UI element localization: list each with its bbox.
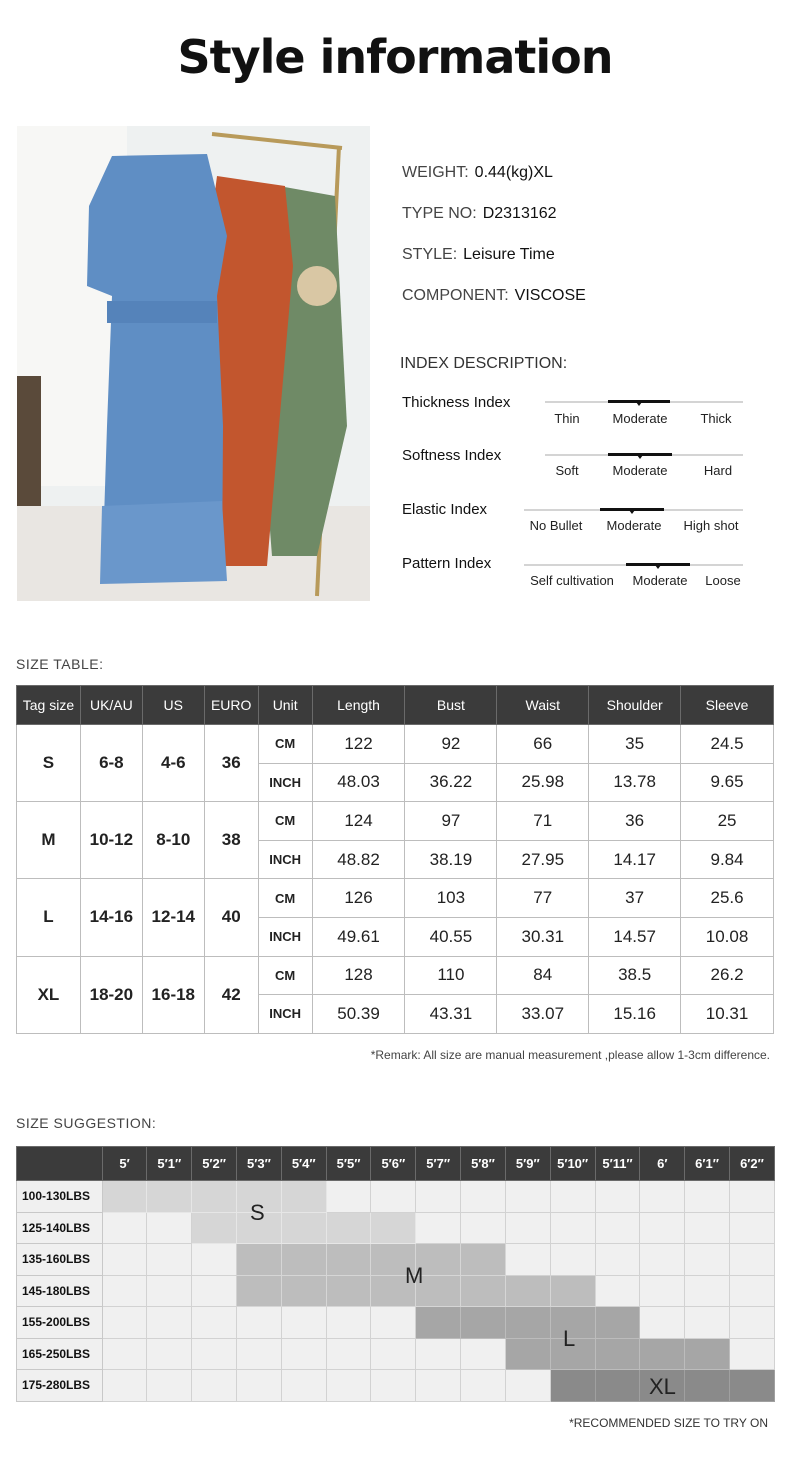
size-cell: 40	[204, 879, 258, 956]
header-cell: Bust	[405, 686, 497, 725]
weight-row	[17, 1338, 775, 1370]
style-row	[402, 246, 555, 264]
weight-label: 175-280LBS	[17, 1370, 103, 1402]
size-cell: 12-14	[142, 879, 204, 956]
suggestion-cell	[147, 1338, 192, 1370]
softness-marker	[608, 453, 672, 456]
size-cell: 36.22	[405, 763, 497, 802]
size-cell: 48.03	[312, 763, 405, 802]
header-cell: Sleeve	[681, 686, 774, 725]
weight-row	[17, 1181, 775, 1213]
suggestion-cell	[595, 1275, 640, 1307]
suggestion-cell	[371, 1181, 416, 1213]
size-cell: 14-16	[80, 879, 142, 956]
suggestion-cell	[371, 1370, 416, 1402]
size-cell: 128	[312, 956, 405, 995]
suggestion-cell	[416, 1370, 461, 1402]
suggestion-cell	[416, 1212, 461, 1244]
page-title: Style information	[177, 30, 613, 84]
recommended-note: *RECOMMENDED SIZE TO TRY ON	[569, 1416, 768, 1430]
size-cell: 49.61	[312, 917, 405, 956]
suggestion-cell	[102, 1212, 147, 1244]
suggestion-cell	[371, 1338, 416, 1370]
size-cell: 66	[497, 725, 589, 764]
size-cell: 38	[204, 802, 258, 879]
suggestion-cell	[281, 1181, 326, 1213]
suggestion-cell	[461, 1181, 506, 1213]
suggestion-cell	[102, 1244, 147, 1276]
suggestion-cell	[326, 1244, 371, 1276]
suggestion-cell	[192, 1181, 237, 1213]
pattern-index-label: Pattern Index	[402, 555, 492, 572]
size-row-cm	[17, 802, 774, 841]
size-cell: 77	[497, 879, 589, 918]
index-description-heading: INDEX DESCRIPTION:	[400, 355, 568, 372]
suggestion-cell	[505, 1244, 550, 1276]
suggestion-cell	[416, 1181, 461, 1213]
suggestion-cell	[685, 1244, 730, 1276]
suggestion-cell	[237, 1338, 282, 1370]
header-cell: Unit	[258, 686, 312, 725]
suggestion-cell	[326, 1212, 371, 1244]
suggestion-cell	[371, 1212, 416, 1244]
suggestion-cell	[237, 1244, 282, 1276]
softness-index-label: Softness Index	[402, 447, 502, 464]
weight-row	[17, 1307, 775, 1339]
suggestion-cell	[326, 1275, 371, 1307]
size-cell: 25.6	[681, 879, 774, 918]
weight-label: 155-200LBS	[17, 1307, 103, 1339]
suggestion-cell	[147, 1307, 192, 1339]
suggestion-cell	[640, 1181, 685, 1213]
size-cell: 38.19	[405, 840, 497, 879]
size-cell: 48.82	[312, 840, 405, 879]
suggestion-cell	[505, 1307, 550, 1339]
suggestion-cell	[147, 1370, 192, 1402]
suggestion-cell	[640, 1275, 685, 1307]
size-cell: 92	[405, 725, 497, 764]
suggestion-cell	[595, 1244, 640, 1276]
suggestion-cell	[685, 1275, 730, 1307]
size-row-cm	[17, 956, 774, 995]
suggestion-cell	[326, 1338, 371, 1370]
height-header: 5′5″	[326, 1147, 371, 1181]
height-header: 5′7″	[416, 1147, 461, 1181]
elastic-index-label: Elastic Index	[402, 501, 488, 518]
suggestion-cell	[505, 1338, 550, 1370]
size-cell: 50.39	[312, 995, 405, 1034]
size-cell: S	[17, 725, 81, 802]
size-cell: 15.16	[589, 995, 681, 1034]
weight-label: 125-140LBS	[17, 1212, 103, 1244]
size-cell: CM	[258, 725, 312, 764]
suggestion-cell	[595, 1370, 640, 1402]
suggestion-cell	[461, 1212, 506, 1244]
height-header: 5′	[102, 1147, 147, 1181]
size-cell: CM	[258, 802, 312, 841]
size-cell: 122	[312, 725, 405, 764]
product-photo	[17, 126, 370, 601]
size-cell: 97	[405, 802, 497, 841]
zone-label-l: L	[563, 1326, 576, 1351]
size-suggestion-title: SIZE SUGGESTION:	[16, 1115, 157, 1131]
size-cell: 110	[405, 956, 497, 995]
softness-option: Moderate	[612, 463, 668, 478]
header-cell: EURO	[204, 686, 258, 725]
header-cell: US	[142, 686, 204, 725]
thickness-option: Thick	[700, 411, 732, 426]
zone-label-s: S	[250, 1200, 265, 1225]
style-value: Leisure Time	[463, 246, 555, 263]
softness-option: Soft	[555, 463, 579, 478]
suggestion-cell	[281, 1307, 326, 1339]
header-cell: Shoulder	[589, 686, 681, 725]
height-header: 5′9″	[505, 1147, 550, 1181]
elastic-option: High shot	[683, 518, 739, 533]
height-header: 6′1″	[685, 1147, 730, 1181]
suggestion-cell	[550, 1244, 595, 1276]
size-cell: 26.2	[681, 956, 774, 995]
suggestion-cell	[281, 1338, 326, 1370]
height-header: 6′	[640, 1147, 685, 1181]
size-cell: 30.31	[497, 917, 589, 956]
suggestion-cell	[505, 1212, 550, 1244]
suggestion-cell	[281, 1370, 326, 1402]
suggestion-cell	[326, 1370, 371, 1402]
dress-rack-image	[17, 126, 370, 601]
weight-value: 0.44(kg)XL	[474, 164, 553, 181]
suggestion-cell	[550, 1275, 595, 1307]
size-table-title: SIZE TABLE:	[16, 656, 104, 672]
suggestion-cell	[102, 1370, 147, 1402]
size-cell: 10.31	[681, 995, 774, 1034]
suggestion-cell	[147, 1181, 192, 1213]
suggestion-cell	[595, 1181, 640, 1213]
weight-label: 145-180LBS	[17, 1275, 103, 1307]
corner-cell	[17, 1147, 103, 1181]
header-cell: Tag size	[17, 686, 81, 725]
height-header: 5′3″	[237, 1147, 282, 1181]
suggestion-cell	[505, 1181, 550, 1213]
suggestion-cell	[192, 1275, 237, 1307]
weight-label: WEIGHT:	[402, 164, 469, 181]
component-value: VISCOSE	[514, 287, 586, 304]
component-row	[402, 287, 586, 305]
size-row-cm	[17, 725, 774, 764]
suggestion-cell	[416, 1307, 461, 1339]
thickness-index-label: Thickness Index	[402, 394, 511, 411]
suggestion-cell	[729, 1370, 774, 1402]
size-cell: 71	[497, 802, 589, 841]
suggestion-cell	[685, 1307, 730, 1339]
weight-row	[17, 1212, 775, 1244]
suggestion-cell	[595, 1212, 640, 1244]
suggestion-cell	[685, 1181, 730, 1213]
suggestion-cell	[461, 1370, 506, 1402]
suggestion-cell	[237, 1275, 282, 1307]
height-header: 6′2″	[729, 1147, 774, 1181]
suggestion-cell	[595, 1338, 640, 1370]
size-cell: 40.55	[405, 917, 497, 956]
size-cell: 9.65	[681, 763, 774, 802]
suggestion-cell	[640, 1307, 685, 1339]
size-cell: 16-18	[142, 956, 204, 1033]
thickness-option: Thin	[554, 411, 580, 426]
height-header: 5′10″	[550, 1147, 595, 1181]
suggestion-cell	[192, 1212, 237, 1244]
size-cell: 4-6	[142, 725, 204, 802]
suggestion-cell	[729, 1181, 774, 1213]
size-cell: L	[17, 879, 81, 956]
pattern-option: Moderate	[632, 573, 688, 588]
size-cell: 36	[204, 725, 258, 802]
size-cell: CM	[258, 956, 312, 995]
suggestion-cell	[461, 1275, 506, 1307]
pattern-marker	[626, 563, 690, 566]
suggestion-cell	[102, 1275, 147, 1307]
weight-label: 100-130LBS	[17, 1181, 103, 1213]
suggestion-cell	[729, 1275, 774, 1307]
size-cell: 25.98	[497, 763, 589, 802]
suggestion-cell	[685, 1338, 730, 1370]
size-cell: 9.84	[681, 840, 774, 879]
zone-label-xl: XL	[649, 1374, 676, 1399]
size-cell: 37	[589, 879, 681, 918]
size-cell: 24.5	[681, 725, 774, 764]
weight-row	[17, 1244, 775, 1276]
suggestion-cell	[416, 1338, 461, 1370]
suggestion-cell	[192, 1307, 237, 1339]
size-cell: 25	[681, 802, 774, 841]
pattern-option: Loose	[705, 573, 741, 588]
elastic-option: No Bullet	[529, 518, 583, 533]
thickness-marker	[608, 400, 670, 403]
suggestion-cell	[685, 1212, 730, 1244]
elastic-marker	[600, 508, 664, 511]
suggestion-cell	[147, 1244, 192, 1276]
height-header: 5′4″	[281, 1147, 326, 1181]
softness-option: Hard	[703, 463, 733, 478]
pattern-option: Self cultivation	[530, 573, 614, 588]
size-cell: 13.78	[589, 763, 681, 802]
weight-label: 135-160LBS	[17, 1244, 103, 1276]
weight-row	[402, 164, 553, 182]
size-cell: 27.95	[497, 840, 589, 879]
size-cell: 84	[497, 956, 589, 995]
header-cell: Length	[312, 686, 405, 725]
suggestion-cell	[550, 1181, 595, 1213]
size-cell: 33.07	[497, 995, 589, 1034]
size-suggestion-header	[17, 1147, 775, 1181]
type-value: D2313162	[482, 205, 557, 222]
suggestion-cell	[505, 1370, 550, 1402]
height-header: 5′1″	[147, 1147, 192, 1181]
weight-row	[17, 1275, 775, 1307]
size-suggestion-table	[16, 1146, 775, 1402]
size-cell: 124	[312, 802, 405, 841]
suggestion-cell	[192, 1244, 237, 1276]
suggestion-cell	[371, 1307, 416, 1339]
suggestion-cell	[192, 1338, 237, 1370]
size-cell: 6-8	[80, 725, 142, 802]
size-cell: CM	[258, 879, 312, 918]
zone-label-m: M	[405, 1263, 424, 1288]
size-cell: 42	[204, 956, 258, 1033]
size-row-cm	[17, 879, 774, 918]
suggestion-cell	[640, 1244, 685, 1276]
size-cell: INCH	[258, 840, 312, 879]
size-cell: XL	[17, 956, 81, 1033]
size-cell: 36	[589, 802, 681, 841]
suggestion-cell	[102, 1338, 147, 1370]
size-cell: M	[17, 802, 81, 879]
thickness-option: Moderate	[612, 411, 668, 426]
size-cell: 43.31	[405, 995, 497, 1034]
size-cell: 103	[405, 879, 497, 918]
weight-label: 165-250LBS	[17, 1338, 103, 1370]
size-cell: 10-12	[80, 802, 142, 879]
type-row	[402, 205, 557, 223]
suggestion-cell	[237, 1370, 282, 1402]
suggestion-cell	[102, 1181, 147, 1213]
type-label: TYPE NO:	[402, 205, 477, 222]
size-cell: 14.57	[589, 917, 681, 956]
suggestion-cell	[281, 1244, 326, 1276]
suggestion-cell	[685, 1370, 730, 1402]
size-table-header	[17, 686, 774, 725]
size-table	[16, 685, 774, 1034]
suggestion-cell	[550, 1212, 595, 1244]
size-cell: 38.5	[589, 956, 681, 995]
elastic-option: Moderate	[606, 518, 662, 533]
size-cell: INCH	[258, 995, 312, 1034]
size-cell: INCH	[258, 763, 312, 802]
header-cell: Waist	[497, 686, 589, 725]
style-label: STYLE:	[402, 246, 458, 263]
suggestion-cell	[326, 1181, 371, 1213]
suggestion-cell	[550, 1370, 595, 1402]
suggestion-cell	[640, 1212, 685, 1244]
suggestion-cell	[461, 1338, 506, 1370]
suggestion-cell	[595, 1307, 640, 1339]
size-cell: 126	[312, 879, 405, 918]
suggestion-cell	[729, 1212, 774, 1244]
suggestion-cell	[461, 1244, 506, 1276]
size-cell: 8-10	[142, 802, 204, 879]
height-header: 5′11″	[595, 1147, 640, 1181]
size-cell: 35	[589, 725, 681, 764]
height-header: 5′2″	[192, 1147, 237, 1181]
suggestion-cell	[281, 1212, 326, 1244]
size-cell: 10.08	[681, 917, 774, 956]
suggestion-cell	[326, 1307, 371, 1339]
size-cell: INCH	[258, 917, 312, 956]
suggestion-cell	[147, 1212, 192, 1244]
suggestion-cell	[192, 1370, 237, 1402]
suggestion-cell	[147, 1275, 192, 1307]
remark-note: *Remark: All size are manual measurement ,please allow 1-3cm difference.	[370, 1048, 770, 1062]
suggestion-cell	[102, 1307, 147, 1339]
height-header: 5′6″	[371, 1147, 416, 1181]
suggestion-cell	[729, 1244, 774, 1276]
size-cell: 14.17	[589, 840, 681, 879]
header-cell: UK/AU	[80, 686, 142, 725]
suggestion-cell	[640, 1338, 685, 1370]
suggestion-cell	[729, 1307, 774, 1339]
suggestion-cell	[461, 1307, 506, 1339]
suggestion-cell	[505, 1275, 550, 1307]
component-label: COMPONENT:	[402, 287, 509, 304]
size-cell: 18-20	[80, 956, 142, 1033]
height-header: 5′8″	[461, 1147, 506, 1181]
suggestion-cell	[281, 1275, 326, 1307]
suggestion-cell	[237, 1307, 282, 1339]
suggestion-cell	[729, 1338, 774, 1370]
